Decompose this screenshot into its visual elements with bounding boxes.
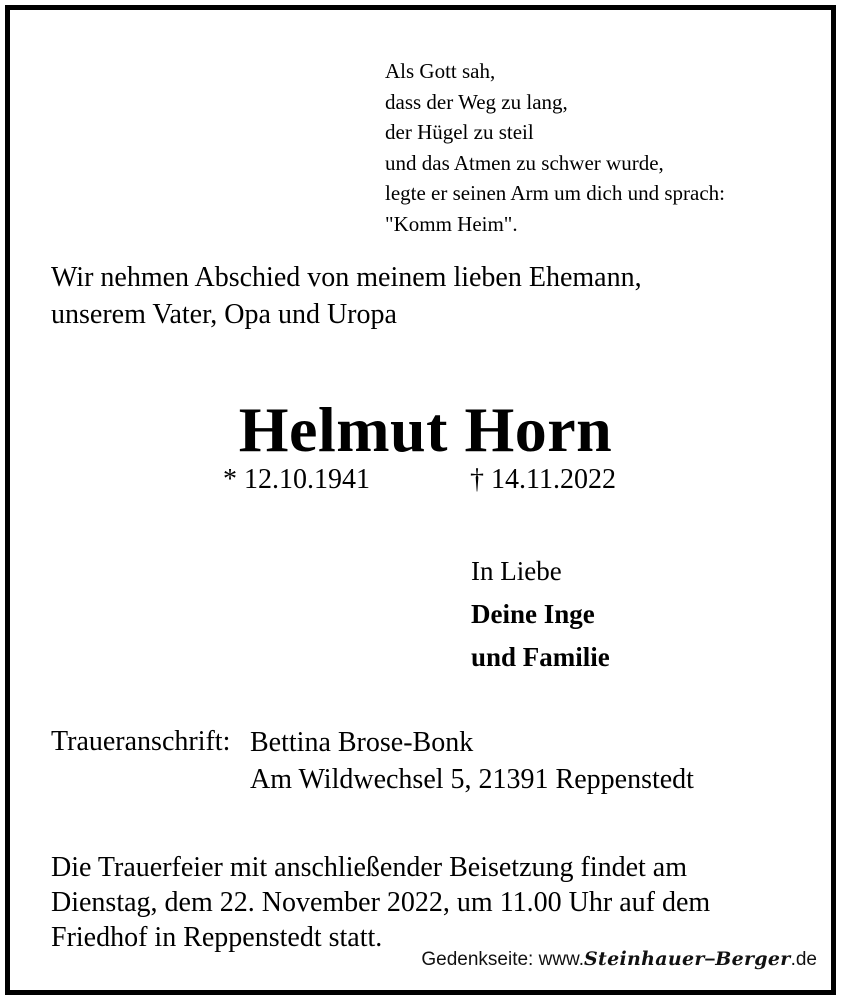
intro-line: unserem Vater, Opa und Uropa — [51, 299, 397, 330]
intro-text — [51, 259, 642, 333]
ceremony-notice — [51, 850, 710, 955]
ceremony-line: Dienstag, dem 22. November 2022, um 11.00 Uhr auf dem — [51, 887, 711, 918]
signature-name: Deine Inge — [471, 599, 595, 629]
poem-line: legte er seinen Arm um dich und sprach: — [385, 181, 725, 205]
brand-dash: – — [704, 949, 716, 970]
obituary-frame — [5, 5, 836, 995]
address-label: Traueranschrift: — [51, 726, 231, 757]
ceremony-line: Friedhof in Reppenstedt statt. — [51, 922, 383, 953]
poem-line: dass der Weg zu lang, — [385, 89, 568, 114]
address-name: Bettina Brose-Bonk — [250, 727, 474, 758]
death-date: † 14.11.2022 — [470, 464, 616, 495]
ceremony-line: Die Trauerfeier mit anschließender Beisetzung findet am — [51, 852, 688, 883]
footer-suffix: .de — [790, 949, 817, 970]
memorial-page-link[interactable] — [421, 947, 817, 972]
poem-line: Als Gott sah, — [385, 59, 496, 83]
deceased-name: Helmut Horn — [238, 394, 613, 465]
mourning-address — [250, 724, 694, 798]
brand-part-1: Steinhauer — [584, 948, 705, 970]
birth-date: * 12.10.1941 — [223, 464, 370, 495]
poem — [385, 56, 725, 239]
brand-part-2: Berger — [715, 948, 791, 970]
footer-prefix: Gedenkseite: www. — [421, 949, 584, 970]
closing-signature — [471, 550, 610, 679]
intro-line: Wir nehmen Abschied von meinem lieben Ehemann, — [51, 262, 642, 293]
poem-line: der Hügel zu steil — [385, 120, 534, 144]
poem-line: und das Atmen zu schwer wurde, — [385, 150, 664, 175]
address-street: Am Wildwechsel 5, 21391 Reppenstedt — [250, 764, 694, 795]
closing-line: In Liebe — [471, 556, 562, 586]
signature-family: und Familie — [471, 642, 610, 672]
poem-line: "Komm Heim". — [385, 211, 518, 236]
